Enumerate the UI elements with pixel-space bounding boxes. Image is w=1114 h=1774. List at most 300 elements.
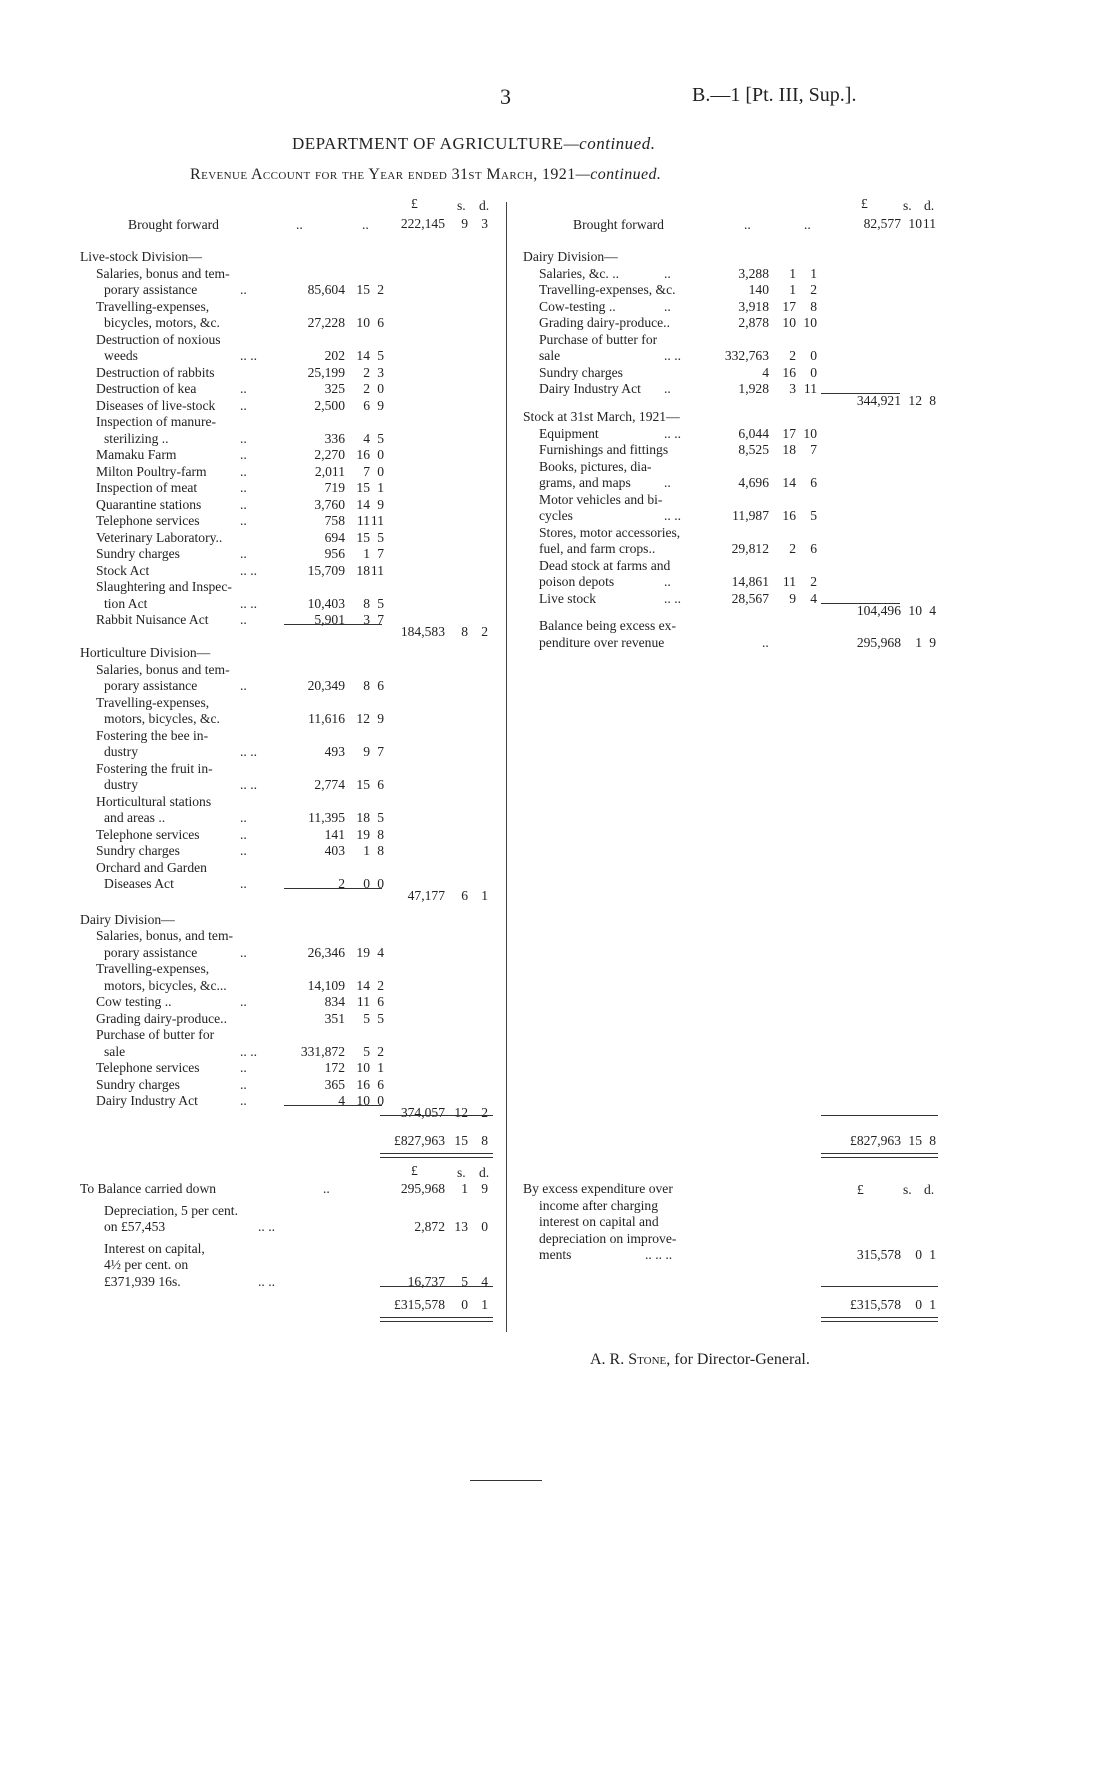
brought-forward-amount-shillings: 10 bbox=[908, 216, 922, 231]
item-amount-pound: 331,872 bbox=[300, 1043, 345, 1059]
leader-dots: .. bbox=[744, 217, 751, 232]
lower-left-total-pence: 1 bbox=[481, 1297, 488, 1312]
item-amount-pound: 3,760 bbox=[314, 496, 345, 512]
item-amount-pound: 351 bbox=[324, 1010, 345, 1026]
item-label: Stores, motor accessories, bbox=[539, 524, 681, 540]
leader-dots: .. .. bbox=[240, 595, 257, 611]
lower-right-label: interest on capital and bbox=[539, 1214, 659, 1229]
item-amount-pence: 8 bbox=[377, 843, 384, 859]
section-total-shillings: 12 bbox=[454, 1104, 468, 1120]
section-total-shillings: 6 bbox=[461, 888, 468, 904]
item-amount-pence: 1 bbox=[377, 480, 384, 495]
item-label: Destruction of kea bbox=[96, 381, 197, 396]
item-label: Stock Act bbox=[96, 562, 150, 578]
lower-col-head-pound: £ bbox=[411, 1163, 418, 1178]
item-amount-pence: 10 bbox=[803, 315, 817, 330]
item-amount-shillings: 5 bbox=[363, 1043, 370, 1059]
item-amount-pence: 6 bbox=[377, 777, 384, 793]
section-total-shillings: 10 bbox=[908, 602, 922, 618]
section-total-pound: 344,921 bbox=[856, 392, 901, 408]
item-amount-pound: 493 bbox=[324, 744, 345, 760]
document-reference: B.—1 [Pt. III, Sup.]. bbox=[692, 84, 857, 106]
item-amount-pound: 6,044 bbox=[738, 425, 769, 441]
lower-left-total-pound: £315,578 bbox=[394, 1297, 445, 1312]
item-amount-pound: 11,616 bbox=[308, 711, 345, 727]
item-label-cont: Diseases Act bbox=[104, 876, 174, 892]
item-label: Equipment bbox=[539, 425, 599, 441]
item-amount-pence: 0 bbox=[377, 447, 384, 462]
section-heading: Dairy Division— bbox=[523, 249, 618, 264]
item-label: Dead stock at farms and bbox=[539, 557, 671, 573]
item-label: Salaries, bonus, and tem- bbox=[96, 928, 234, 944]
item-amount-pound: 1,928 bbox=[738, 381, 769, 396]
leader-dots: .. bbox=[240, 1060, 247, 1076]
leader-dots: .. bbox=[240, 678, 247, 694]
item-amount-pence: 0 bbox=[377, 876, 384, 892]
item-amount-shillings: 10 bbox=[782, 315, 796, 330]
brought-forward-label: Brought forward bbox=[128, 217, 219, 232]
item-label: Salaries, bonus and tem- bbox=[96, 661, 230, 677]
item-label: Live stock bbox=[539, 590, 597, 606]
item-amount-shillings: 16 bbox=[356, 1076, 370, 1092]
item-amount-shillings: 6 bbox=[363, 397, 370, 413]
item-amount-pence: 6 bbox=[377, 994, 384, 1010]
item-amount-pence: 0 bbox=[810, 364, 817, 380]
item-amount-pence: 5 bbox=[377, 430, 384, 446]
item-amount-pence: 4 bbox=[377, 944, 384, 960]
item-label-cont: bicycles, motors, &c. bbox=[104, 315, 220, 330]
grand-total-rule-bottom-2 bbox=[380, 1157, 493, 1158]
item-amount-pence: 6 bbox=[810, 541, 817, 557]
item-amount-shillings: 10 bbox=[356, 1060, 370, 1076]
item-amount-pound: 26,346 bbox=[307, 944, 345, 960]
item-amount-shillings: 2 bbox=[789, 541, 796, 557]
section-total-pound: 47,177 bbox=[407, 888, 445, 904]
item-amount-pound: 3,918 bbox=[738, 298, 769, 314]
item-label: Destruction of noxious bbox=[96, 331, 221, 347]
item-label: Telephone services bbox=[96, 1060, 200, 1076]
item-label: Travelling-expenses, bbox=[96, 694, 210, 710]
lower-right-total-pence: 1 bbox=[929, 1297, 936, 1312]
leader-dots: .. bbox=[362, 217, 369, 232]
col-head-pence-right: d. bbox=[924, 198, 935, 213]
lower-item-label-cont: 4½ per cent. on bbox=[104, 1257, 189, 1272]
section-total-pence: 4 bbox=[929, 602, 936, 618]
balance-amount-shillings: 1 bbox=[915, 634, 922, 650]
lower-total-rule-bottom-2 bbox=[821, 1321, 938, 1322]
leader-dots: .. bbox=[240, 994, 247, 1010]
item-amount-pound: 4 bbox=[338, 1093, 345, 1109]
leader-dots: .. .. bbox=[240, 1043, 257, 1059]
leader-dots: .. bbox=[664, 298, 671, 314]
lower-left-total-shillings: 0 bbox=[461, 1297, 468, 1312]
item-label: Inspection of meat bbox=[96, 480, 198, 495]
lower-col-head-pence: d. bbox=[479, 1165, 490, 1180]
subtitle-cont: —continued. bbox=[575, 166, 662, 183]
item-amount-pound: 27,228 bbox=[307, 315, 345, 330]
lower-item-amount-pound: 2,872 bbox=[414, 1219, 445, 1234]
brought-forward-amount-pound: 222,145 bbox=[400, 216, 445, 231]
item-label: Grading dairy-produce.. bbox=[96, 1010, 227, 1026]
item-label: Books, pictures, dia- bbox=[539, 458, 652, 474]
item-amount-pence: 9 bbox=[377, 711, 384, 727]
item-amount-pound: 956 bbox=[324, 546, 345, 561]
item-amount-pence: 1 bbox=[377, 1060, 384, 1076]
leader-dots: .. .. bbox=[240, 777, 257, 793]
item-amount-shillings: 1 bbox=[363, 843, 370, 859]
item-amount-pence: 0 bbox=[377, 463, 384, 479]
item-label: Grading dairy-produce.. bbox=[539, 315, 670, 330]
leader-dots: .. .. bbox=[664, 348, 681, 363]
item-amount-pound: 365 bbox=[324, 1076, 345, 1092]
item-amount-pound: 11,395 bbox=[308, 810, 345, 826]
leader-dots: .. bbox=[240, 397, 247, 413]
lower-total-rule-bottom bbox=[380, 1317, 493, 1318]
leader-dots: .. .. bbox=[258, 1219, 275, 1234]
item-amount-pound: 4 bbox=[762, 364, 769, 380]
lower-right-col-head-pence: d. bbox=[924, 1182, 935, 1197]
item-label-cont: sale bbox=[104, 1043, 126, 1059]
item-amount-pound: 11,987 bbox=[732, 508, 769, 524]
section-total-shillings: 8 bbox=[461, 623, 468, 639]
section-heading: Dairy Division— bbox=[80, 911, 175, 927]
item-amount-pound: 694 bbox=[324, 529, 345, 545]
item-amount-shillings: 15 bbox=[356, 777, 370, 793]
item-amount-pound: 2,774 bbox=[314, 777, 345, 793]
section-heading: Live-stock Division— bbox=[80, 249, 202, 264]
grand-total-rule-bottom-2 bbox=[821, 1157, 938, 1158]
section-total-pound: 374,057 bbox=[400, 1104, 445, 1120]
item-label-cont: sale bbox=[539, 348, 561, 363]
item-label: Quarantine stations bbox=[96, 496, 202, 512]
item-amount-pound: 719 bbox=[324, 480, 345, 495]
leader-dots: .. bbox=[240, 381, 247, 396]
item-label: Destruction of rabbits bbox=[96, 364, 215, 380]
leader-dots: .. bbox=[240, 843, 247, 859]
item-label-cont: cycles bbox=[539, 508, 573, 524]
item-amount-pence: 11 bbox=[803, 381, 817, 396]
col-head-shill-left: s. bbox=[457, 198, 466, 213]
item-amount-shillings: 9 bbox=[363, 744, 370, 760]
item-label-cont: and areas .. bbox=[104, 810, 166, 826]
item-amount-shillings: 3 bbox=[363, 612, 370, 627]
leader-dots: .. .. .. bbox=[645, 1247, 673, 1262]
item-label: Salaries, &c. .. bbox=[539, 265, 620, 281]
brought-forward-label: Brought forward bbox=[573, 217, 664, 232]
leader-dots: .. bbox=[240, 876, 247, 892]
item-amount-shillings: 19 bbox=[356, 944, 370, 960]
item-amount-pound: 2,878 bbox=[738, 315, 769, 330]
item-amount-pence: 7 bbox=[377, 744, 384, 760]
item-amount-shillings: 17 bbox=[782, 298, 796, 314]
item-amount-pence: 5 bbox=[810, 508, 817, 524]
col-head-pence-left: d. bbox=[479, 198, 490, 213]
item-amount-pence: 6 bbox=[377, 1076, 384, 1092]
item-amount-shillings: 3 bbox=[789, 381, 796, 396]
leader-dots: .. bbox=[664, 574, 671, 590]
item-label-cont: tion Act bbox=[104, 595, 148, 611]
item-label: Fostering the fruit in- bbox=[96, 760, 213, 776]
item-label: Travelling-expenses, bbox=[96, 961, 210, 977]
item-label: Sundry charges bbox=[96, 843, 180, 859]
balance-amount-pence: 9 bbox=[929, 634, 936, 650]
item-amount-pence: 4 bbox=[810, 590, 817, 606]
lower-item-label: Depreciation, 5 per cent. bbox=[104, 1202, 238, 1218]
item-amount-shillings: 2 bbox=[363, 364, 370, 380]
item-amount-pound: 14,109 bbox=[307, 977, 345, 993]
left-grand-total-shillings: 15 bbox=[454, 1133, 468, 1148]
title-cont: —continued. bbox=[563, 134, 656, 153]
lower-item-label-cont: on £57,453 bbox=[104, 1219, 166, 1234]
item-amount-pence: 1 bbox=[810, 265, 817, 281]
item-amount-shillings: 11 bbox=[356, 513, 370, 528]
item-amount-pound: 202 bbox=[324, 348, 345, 363]
item-amount-shillings: 2 bbox=[363, 381, 370, 396]
leader-dots: .. bbox=[804, 217, 811, 232]
grand-total-rule-top bbox=[821, 1115, 938, 1116]
item-amount-pound: 4,696 bbox=[738, 475, 769, 491]
item-label: Furnishings and fittings bbox=[539, 442, 669, 458]
item-amount-pence: 7 bbox=[810, 442, 817, 458]
item-amount-pence: 2 bbox=[810, 574, 817, 590]
item-amount-pence: 8 bbox=[810, 298, 817, 314]
leader-dots: .. bbox=[664, 381, 671, 396]
section-total-shillings: 12 bbox=[908, 392, 922, 408]
signature-rest: , for Director-General. bbox=[666, 1351, 810, 1368]
item-amount-pound: 3,288 bbox=[738, 265, 769, 281]
section-total-pound: 184,583 bbox=[400, 623, 445, 639]
leader-dots: .. bbox=[240, 282, 247, 297]
lower-total-rule-top bbox=[821, 1286, 938, 1287]
lower-right-label: depreciation on improve- bbox=[539, 1230, 677, 1246]
item-amount-pence: 5 bbox=[377, 348, 384, 363]
section-heading: Stock at 31st March, 1921— bbox=[523, 409, 680, 425]
item-label: Purchase of butter for bbox=[96, 1027, 215, 1043]
item-amount-pound: 332,763 bbox=[724, 348, 769, 363]
lower-item-amount-shillings: 5 bbox=[461, 1273, 468, 1289]
item-amount-pence: 3 bbox=[377, 364, 384, 380]
lower-right-total-shillings: 0 bbox=[915, 1297, 922, 1312]
item-amount-pence: 9 bbox=[377, 397, 384, 413]
footer-rule bbox=[470, 1480, 542, 1481]
item-amount-pence: 5 bbox=[377, 1010, 384, 1026]
item-amount-pound: 20,349 bbox=[307, 678, 345, 694]
item-amount-shillings: 10 bbox=[356, 1093, 370, 1109]
item-amount-shillings: 10 bbox=[356, 315, 370, 330]
item-amount-shillings: 15 bbox=[356, 282, 370, 297]
item-amount-pence: 5 bbox=[377, 529, 384, 545]
leader-dots: .. bbox=[664, 265, 671, 281]
lower-item-label: Interest on capital, bbox=[104, 1240, 205, 1256]
page-title bbox=[292, 134, 655, 154]
section-total-pence: 8 bbox=[929, 392, 936, 408]
item-label-cont: sterilizing .. bbox=[104, 430, 169, 446]
item-amount-pound: 10,403 bbox=[307, 595, 345, 611]
section-total-pence: 2 bbox=[481, 623, 488, 639]
lower-item-amount-shillings: 13 bbox=[454, 1219, 468, 1234]
item-label-cont: motors, bicycles, &c... bbox=[104, 977, 227, 993]
brought-forward-amount-pound: 82,577 bbox=[863, 216, 901, 231]
section-total-pence: 2 bbox=[481, 1104, 488, 1120]
item-label-cont: dustry bbox=[104, 777, 138, 793]
item-amount-pence: 2 bbox=[810, 282, 817, 297]
item-label: Cow testing .. bbox=[96, 994, 172, 1010]
section-heading: Horticulture Division— bbox=[80, 645, 211, 661]
item-amount-shillings: 0 bbox=[363, 876, 370, 892]
item-label: Mamaku Farm bbox=[96, 447, 177, 462]
item-amount-shillings: 14 bbox=[782, 475, 796, 491]
leader-dots: .. bbox=[240, 612, 247, 627]
item-amount-pence: 6 bbox=[377, 678, 384, 694]
item-amount-pound: 29,812 bbox=[731, 541, 769, 557]
lower-right-total-pound: £315,578 bbox=[850, 1297, 901, 1312]
lower-right-col-head-pound: £ bbox=[857, 1182, 864, 1197]
col-head-pound-right: £ bbox=[861, 196, 868, 211]
item-amount-shillings: 16 bbox=[356, 447, 370, 462]
brought-forward-amount-pence: 3 bbox=[481, 216, 488, 231]
item-label: Purchase of butter for bbox=[539, 331, 658, 347]
item-label: Slaughtering and Inspec- bbox=[96, 579, 232, 594]
leader-dots: .. .. bbox=[258, 1273, 275, 1289]
leader-dots: .. .. bbox=[664, 425, 681, 441]
leader-dots: .. bbox=[240, 463, 247, 479]
item-amount-shillings: 14 bbox=[356, 977, 370, 993]
lower-right-label: ments bbox=[539, 1247, 572, 1262]
item-label: Sundry charges bbox=[539, 364, 623, 380]
lower-item-amount-shillings: 1 bbox=[461, 1181, 468, 1196]
item-amount-pound: 758 bbox=[324, 513, 345, 528]
item-label-cont: weeds bbox=[104, 348, 138, 363]
item-label-cont: porary assistance bbox=[104, 282, 198, 297]
item-label: Orchard and Garden bbox=[96, 859, 207, 875]
item-amount-pound: 140 bbox=[748, 282, 769, 297]
lower-right-col-head-shill: s. bbox=[903, 1182, 912, 1197]
item-amount-shillings: 2 bbox=[789, 348, 796, 363]
item-label: Rabbit Nuisance Act bbox=[96, 612, 209, 627]
lower-total-rule-bottom-2 bbox=[380, 1321, 493, 1322]
leader-dots: .. bbox=[296, 217, 303, 232]
item-amount-pence: 6 bbox=[810, 475, 817, 491]
item-amount-shillings: 14 bbox=[356, 348, 370, 363]
item-amount-shillings: 11 bbox=[356, 994, 370, 1010]
item-amount-pound: 2,270 bbox=[314, 447, 345, 462]
leader-dots: .. .. bbox=[240, 348, 257, 363]
item-amount-shillings: 19 bbox=[356, 826, 370, 842]
item-amount-shillings: 14 bbox=[356, 496, 370, 512]
item-label-cont: poison depots bbox=[539, 574, 615, 590]
lower-item-amount-pound: 16,737 bbox=[407, 1273, 445, 1289]
item-amount-shillings: 8 bbox=[363, 678, 370, 694]
right-grand-total-shillings: 15 bbox=[908, 1133, 922, 1148]
item-amount-pound: 85,604 bbox=[307, 282, 345, 297]
item-amount-pence: 7 bbox=[377, 546, 384, 561]
item-amount-shillings: 5 bbox=[363, 1010, 370, 1026]
item-amount-pound: 141 bbox=[324, 826, 345, 842]
grand-total-rule-bottom bbox=[380, 1153, 493, 1154]
item-amount-pence: 7 bbox=[377, 612, 384, 627]
item-amount-shillings: 18 bbox=[782, 442, 796, 458]
leader-dots: .. bbox=[240, 430, 247, 446]
section-total-pence: 1 bbox=[481, 888, 488, 904]
item-amount-pound: 28,567 bbox=[731, 590, 769, 606]
item-label-cont: porary assistance bbox=[104, 944, 198, 960]
lower-col-head-shill: s. bbox=[457, 1165, 466, 1180]
item-label: Travelling-expenses, &c. bbox=[539, 282, 676, 297]
item-amount-shillings: 1 bbox=[789, 282, 796, 297]
item-amount-shillings: 12 bbox=[356, 711, 370, 727]
item-amount-shillings: 7 bbox=[363, 463, 370, 479]
leader-dots: .. bbox=[762, 634, 769, 650]
lower-right-label: income after charging bbox=[539, 1197, 659, 1213]
item-label-cont: motors, bicycles, &c. bbox=[104, 711, 220, 727]
leader-dots: .. bbox=[240, 447, 247, 462]
item-amount-shillings: 4 bbox=[363, 430, 370, 446]
item-label: Cow-testing .. bbox=[539, 298, 616, 314]
subtitle-main: Revenue Account for the Year ended 31st March, 1921 bbox=[190, 166, 576, 183]
item-label: Horticultural stations bbox=[96, 793, 212, 809]
item-amount-shillings: 1 bbox=[789, 265, 796, 281]
item-amount-pound: 325 bbox=[324, 381, 345, 396]
item-amount-pound: 25,199 bbox=[307, 364, 345, 380]
lower-right-amount-shillings: 0 bbox=[915, 1247, 922, 1262]
leader-dots: .. bbox=[240, 944, 247, 960]
page-number: 3 bbox=[500, 84, 511, 109]
item-amount-shillings: 18 bbox=[356, 562, 370, 578]
leader-dots: .. bbox=[240, 480, 247, 495]
item-label: Sundry charges bbox=[96, 1076, 180, 1092]
item-amount-pound: 2,500 bbox=[314, 397, 345, 413]
item-amount-pence: 11 bbox=[370, 513, 384, 528]
item-label: Dairy Industry Act bbox=[96, 1093, 198, 1109]
item-amount-pence: 0 bbox=[377, 1093, 384, 1109]
item-amount-shillings: 11 bbox=[782, 574, 796, 590]
item-label: Milton Poultry-farm bbox=[96, 463, 207, 479]
item-label: Dairy Industry Act bbox=[539, 381, 641, 396]
leader-dots: .. bbox=[240, 546, 247, 561]
leader-dots: .. .. bbox=[664, 590, 681, 606]
item-amount-pound: 172 bbox=[324, 1060, 345, 1076]
item-amount-pence: 10 bbox=[803, 425, 817, 441]
item-amount-shillings: 15 bbox=[356, 480, 370, 495]
item-amount-pence: 2 bbox=[377, 1043, 384, 1059]
lower-item-label-cont: £371,939 16s. bbox=[104, 1273, 181, 1289]
item-amount-pound: 834 bbox=[324, 994, 345, 1010]
left-grand-total-pence: 8 bbox=[481, 1133, 488, 1148]
item-amount-shillings: 17 bbox=[782, 425, 796, 441]
item-amount-shillings: 15 bbox=[356, 529, 370, 545]
lower-item-amount-pence: 9 bbox=[481, 1181, 488, 1196]
lower-item-amount-pound: 295,968 bbox=[400, 1181, 445, 1196]
item-amount-pence: 5 bbox=[377, 595, 384, 611]
item-amount-pound: 2,011 bbox=[314, 463, 345, 479]
item-label: Salaries, bonus and tem- bbox=[96, 265, 230, 281]
item-amount-shillings: 18 bbox=[356, 810, 370, 826]
lower-right-amount-pence: 1 bbox=[929, 1247, 936, 1262]
item-amount-pence: 11 bbox=[370, 562, 384, 578]
item-label: Sundry charges bbox=[96, 546, 180, 561]
item-amount-shillings: 16 bbox=[782, 364, 796, 380]
item-amount-pound: 403 bbox=[324, 843, 345, 859]
leader-dots: .. .. bbox=[240, 744, 257, 760]
leader-dots: .. bbox=[240, 513, 247, 528]
item-label-cont: porary assistance bbox=[104, 678, 198, 694]
signature-name: A. R. Stone bbox=[590, 1351, 667, 1368]
leader-dots: .. bbox=[240, 496, 247, 512]
grand-total-rule-top bbox=[380, 1115, 493, 1116]
brought-forward-amount-shillings: 9 bbox=[461, 216, 468, 231]
lower-total-rule-top bbox=[380, 1286, 493, 1287]
item-amount-pound: 2 bbox=[338, 876, 345, 892]
